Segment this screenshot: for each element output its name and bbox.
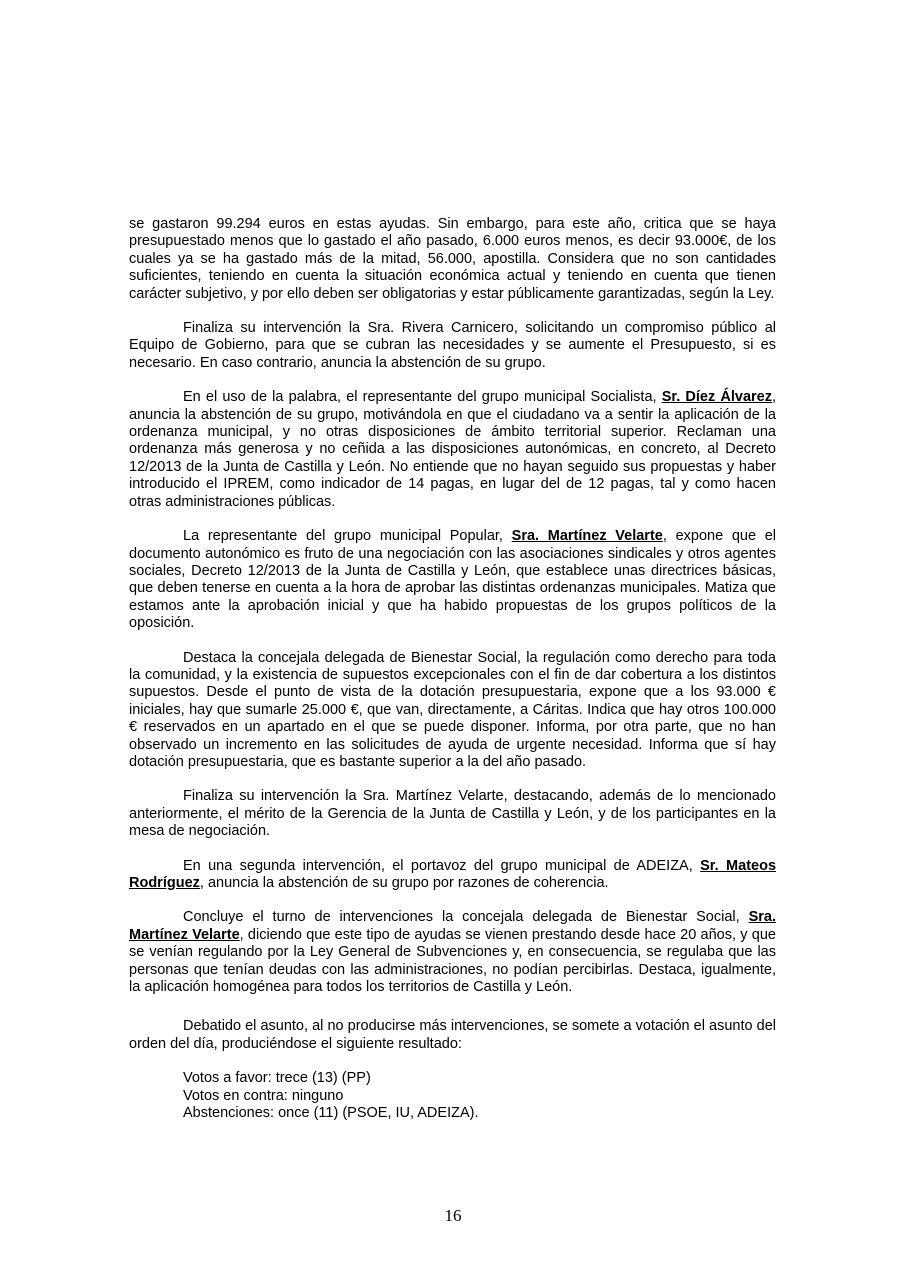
speaker-name-martinez-velarte-2: Sra. Martínez Velarte <box>129 909 776 943</box>
page-number: 16 <box>444 1206 462 1225</box>
speaker-name-martinez-velarte: Sra. Martínez Velarte <box>511 528 663 545</box>
paragraph-9: Debatido el asunto, al no producirse más intervenciones, se somete a votación el asunto del orden del día, produciéndose el siguiente resultado: <box>129 1018 776 1052</box>
votes-in-favor: Votos a favor: trece (13) (PP) <box>183 1070 371 1087</box>
paragraph-4-text-post: , expone que el documento autonómico es fruto de una negociación con las asociaciones sindicales y otros agentes sociales, Decreto 12/2013 de la Junta de Castilla y León, que establece unas directrices básicas, que deben tenerse en cuenta a la hora de aprobar las distintas ordenanzas municipales. Matiza que estamos ante la aprobación inicial y que ha habido propuestas de los grupos políticos de la oposición. <box>129 528 777 632</box>
paragraph-7 <box>129 858 776 893</box>
document-body <box>129 216 776 1122</box>
paragraph-5: Destaca la concejala delegada de Bienestar Social, la regulación como derecho para toda la comunidad, y la existencia de supuestos excepcionales con el fin de dar cobertura a los distintos supuestos. Desde el punto de vista de la dotación presupuestaria, expone que a los 93.000 € iniciales, hay que sumarle 25.000 €, que van, directamente, a Cáritas. Indica que hay otros 100.000 € reservados en un apartado en el que se puede disponer. Informa, por otra parte, que no han observado un incremento en las solicitudes de ayuda de urgente necesidad. Informa que sí hay dotación presupuestaria, que es bastante superior a la del año pasado. <box>129 649 776 770</box>
speaker-name-mateos-rodriguez: Sr. Mateos Rodríguez <box>129 857 777 891</box>
paragraph-4-text-pre: La representante del grupo municipal Popular, <box>183 528 512 545</box>
votes-abstentions: Abstenciones: once (11) (PSOE, IU, ADEIZA). <box>183 1105 479 1122</box>
paragraph-6: Finaliza su intervención la Sra. Martínez Velarte, destacando, además de lo mencionado anteriormente, el mérito de la Gerencia de la Junta de Castilla y León, y de los participantes en la mesa de negociación. <box>129 788 776 840</box>
paragraph-8-text-post: , diciendo que este tipo de ayudas se vienen prestando desde hace 20 años, y que se venían regulando por la Ley General de Subvenciones y, en consecuencia, se regulaba que las personas que tenían deudas con las administraciones, no podían percibirlas. Destaca, igualmente, la aplicación homogénea para todos los territorios de Castilla y León. <box>129 926 776 996</box>
vote-results <box>129 1070 776 1122</box>
paragraph-3-text-post: , anuncia la abstención de su grupo, motivándola en que el ciudadano va a sentir la aplicación de la ordenanza municipal, y no otras disposiciones de ámbito territorial superior. Reclaman una ordenanza más generosa y no ceñida a las disposiciones autonómicas, en concreto, al Decreto 12/2013 de la Junta de Castilla y León. No entiende que no hayan seguido sus propuestas y haber introducido el IPREM, como indicador de 14 pagas, en lugar del de 12 pagas, tal y como hacen otras administraciones públicas. <box>129 389 777 510</box>
paragraph-8-text-pre: Concluye el turno de intervenciones la concejala delegada de Bienestar Social, <box>183 909 749 926</box>
paragraph-7-text-pre: En una segunda intervención, el portavoz del grupo municipal de ADEIZA, <box>183 857 701 874</box>
paragraph-2: Finaliza su intervención la Sra. Rivera Carnicero, solicitando un compromiso público al Equipo de Gobierno, para que se cubran las necesidades y se aumente el Presupuesto, si es necesario. En caso contrario, anuncia la abstención de su grupo. <box>129 320 776 371</box>
paragraph-1: se gastaron 99.294 euros en estas ayudas. Sin embargo, para este año, critica que se haya presupuestado menos que lo gastado el año pasado, 6.000 euros menos, es decir 93.000€, de los cuales ya se ha gastado más de la mitad, 56.000, apostilla. Considera que no son cantidades suficientes, teniendo en cuenta la situación económica actual y teniendo en cuenta que tienen carácter subjetivo, y por ello deben ser obligatorias y estar públicamente garantizadas, según la Ley. <box>129 216 776 302</box>
speaker-name-diez-alvarez: Sr. Díez Álvarez <box>661 389 772 406</box>
votes-against: Votos en contra: ninguno <box>183 1087 344 1104</box>
paragraph-7-text-post: , anuncia la abstención de su grupo por razones de coherencia. <box>199 875 609 891</box>
paragraph-3 <box>129 389 776 511</box>
paragraph-8 <box>129 909 776 996</box>
paragraph-3-text-pre: En el uso de la palabra, el representante del grupo municipal Socialista, <box>183 389 662 406</box>
paragraph-4 <box>129 528 776 632</box>
